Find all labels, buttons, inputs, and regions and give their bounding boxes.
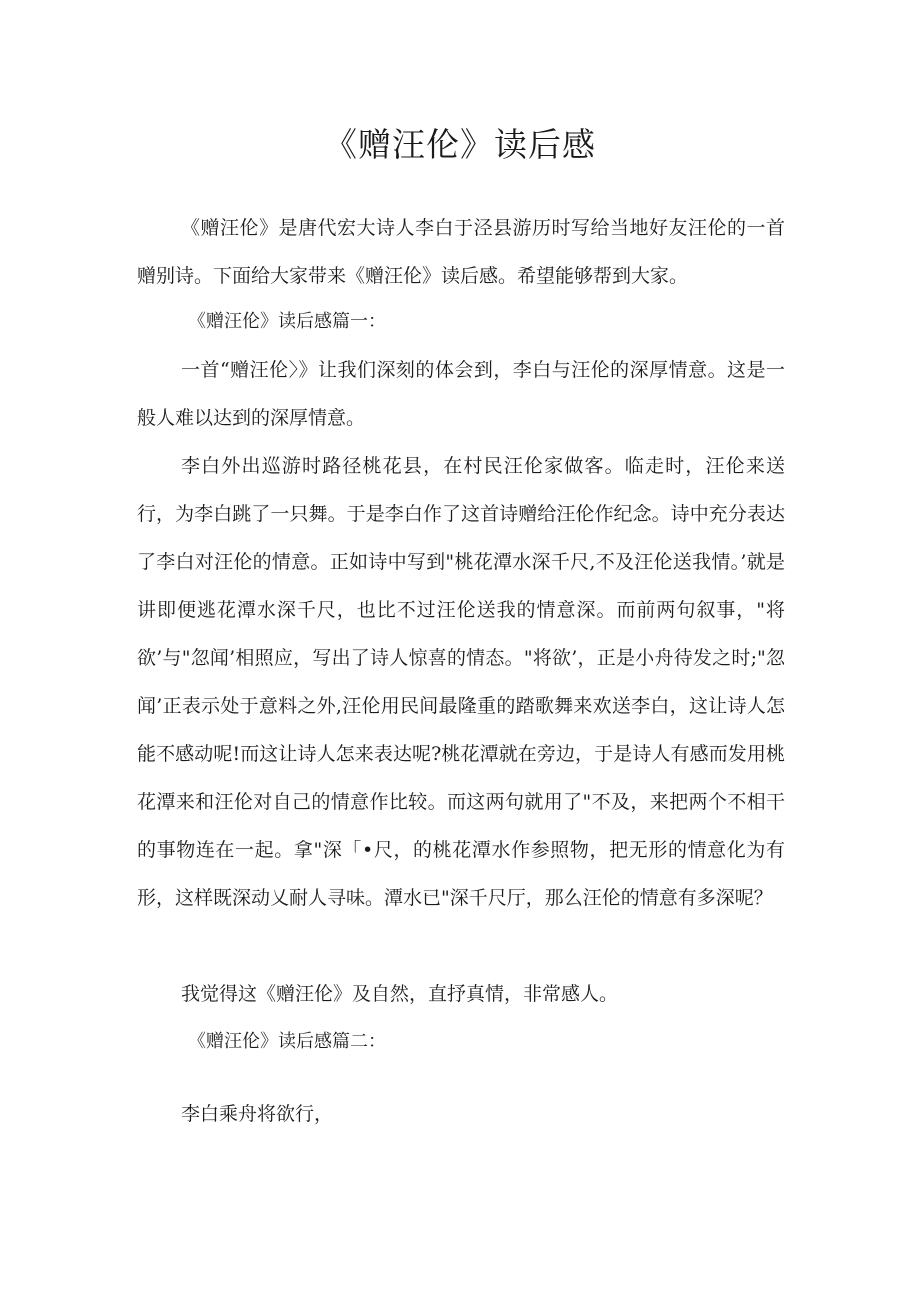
intro-paragraph: 《赠汪伦》是唐代宏大诗人李白于泾县游历时写给当地好友汪伦的一首赠别诗。下面给大家带来《赠汪伦》读后感。希望能够帮到大家。: [137, 217, 785, 287]
section2-paragraph-1: 李白乘舟将欲行，: [181, 1103, 334, 1125]
section1-paragraph-3: 我觉得这《赠汪伦》及自然，直抒真情，非常感人。: [181, 983, 619, 1005]
section1-heading: 《赠汪伦》读后感篇一：: [188, 311, 386, 332]
section2-heading: 《赠汪伦》读后感篇二：: [188, 1031, 386, 1052]
document-title: 《赠汪伦》读后感: [324, 125, 596, 164]
section1-paragraph-2: 李白外出巡游时路径桃花县，在村民汪伦家做客。临走时，汪伦来送行，为李白跳了一只舞。于是李白作了这首诗赠给汪伦作纪念。诗中充分表达了李白对汪伦的情意。正如诗中写到"桃花潭水深千尺,不及汪伦送我情。’就是讲即便逃花潭水深千尺，也比不过汪伦送我的情意深。而前两句叙事，"将欲’与"忽闻’相照应，写出了诗人惊喜的情态。"将欲’，正是小舟待发之时;"忽闻’正表示处于意料之外,汪伦用民间最隆重的踏歌舞来欢送李白，这让诗人怎能不感动呢!而这让诗人怎来表达呢?桃花潭就在旁边，于是诗人有感而发用桃花潭来和汪伦对自己的情意作比较。而这两句就用了"不及，来把两个不相干的事物连在一起。拿"深「•尺，的桃花潭水作参照物，把无形的情意化为有形，这样既深动乂耐人寻味。潭水已"深千尺厅，那么汪伦的情意有多深呢？: [137, 455, 785, 909]
section1-paragraph-1: 一首“赠汪伦〉》让我们深刻的体会到，李白与汪伦的深厚情意。这是一般人难以达到的深厚情意。: [137, 359, 785, 429]
